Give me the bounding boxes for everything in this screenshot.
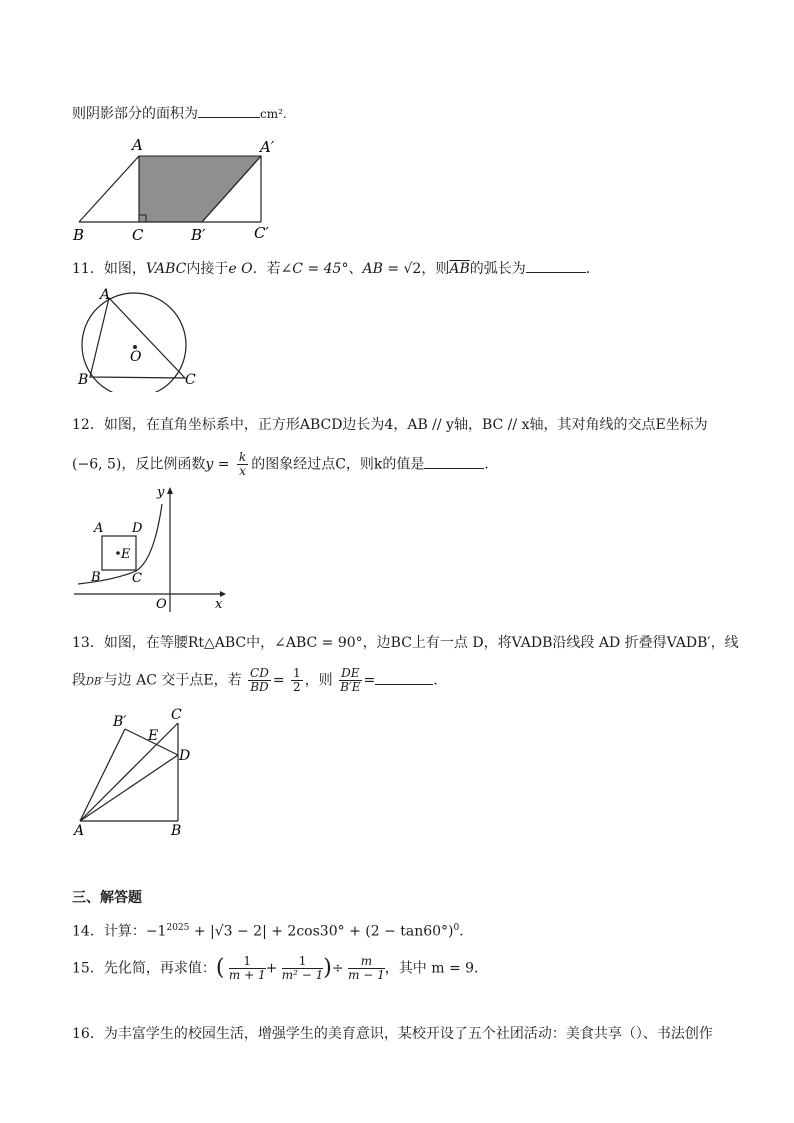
denominator: x xyxy=(239,464,246,478)
question-number: 16． xyxy=(72,1026,104,1042)
left-paren: ( xyxy=(215,955,225,981)
operator: + xyxy=(265,960,278,977)
question-number: 11． xyxy=(72,261,104,277)
q14-text: ． xyxy=(459,923,474,940)
numerator: m xyxy=(348,955,385,969)
answer-blank xyxy=(526,258,586,273)
q13-triangle-figure xyxy=(70,704,200,840)
label-C: C xyxy=(185,372,196,388)
denominator: 2 xyxy=(293,680,301,694)
numerator: DE xyxy=(341,666,360,680)
numerator: CD xyxy=(250,666,269,680)
q12-text: 的图象经过点C，则k的值是 xyxy=(251,456,425,473)
q12-text: 如图，在直角坐标系中，正方形ABCD边长为4，AB // y轴，BC // x轴，其对角线的交点E坐标为 xyxy=(103,417,708,433)
denominator: B′E xyxy=(340,680,361,694)
q13-text: ，则 xyxy=(304,672,333,689)
q13-text: ． xyxy=(433,672,448,689)
label-C-prime: C′ xyxy=(254,224,269,242)
q15-text: ，其中 m = 9． xyxy=(384,960,489,977)
label-A: A xyxy=(132,136,143,154)
condition-angle: ∠C = 45° xyxy=(280,261,349,277)
question-number: 13． xyxy=(72,635,104,651)
q11-text: ，则 xyxy=(421,261,450,277)
q12-text-line-2 xyxy=(72,450,499,478)
question-number: 14． xyxy=(72,923,104,940)
answer-blank xyxy=(198,103,260,118)
exponent: 0 xyxy=(453,923,460,933)
q11-text: 、 xyxy=(348,261,363,277)
q12-text: ，反比例函数 xyxy=(121,456,206,473)
q16-text: 为丰富学生的校园生活，增强学生的美育意识，某校开设了五个社团活动：美食共享（）、书法创作 xyxy=(103,1026,713,1042)
q13-text: 段 xyxy=(72,672,86,689)
q11-text: 如图， xyxy=(103,261,146,277)
question-number: 12． xyxy=(72,417,104,433)
segment-AB-prime xyxy=(80,729,125,821)
answer-blank xyxy=(375,670,433,685)
function-lhs: y = xyxy=(205,456,230,473)
q14-text-line xyxy=(72,918,473,942)
fraction-2 xyxy=(282,955,324,982)
expression-part: −1 xyxy=(145,923,167,940)
q11-text-line xyxy=(72,258,600,279)
question-number: 15． xyxy=(72,960,104,977)
q14-text: 计算： xyxy=(103,923,146,940)
shaded-region xyxy=(139,156,261,222)
segment-AC xyxy=(80,723,178,821)
label-y: y xyxy=(157,485,165,500)
fraction-3 xyxy=(348,955,385,982)
label-A: A xyxy=(74,823,85,839)
label-B: B xyxy=(73,226,85,244)
q10-answer-line xyxy=(72,103,287,124)
label-O: O xyxy=(156,597,167,612)
segment-AD xyxy=(80,755,178,821)
operator: ÷ xyxy=(331,960,344,977)
equals-sign: = xyxy=(272,672,285,689)
q16-text-line xyxy=(72,1024,713,1044)
point-coordinates: (−6, 5) xyxy=(72,456,122,473)
triangle-ABC xyxy=(90,298,185,378)
q13-text-line-2 xyxy=(72,667,447,695)
q15-text: 先化简，再求值： xyxy=(103,960,216,977)
condition-length: AB = xyxy=(362,261,404,277)
expression-part: + |√3 − 2| + 2cos30° + (2 − tan60°) xyxy=(189,923,454,940)
point-E xyxy=(116,551,120,555)
label-B-prime: B′ xyxy=(113,714,127,730)
numerator: 1 xyxy=(282,955,324,969)
label-C: C xyxy=(132,571,142,586)
circle-symbol: e O xyxy=(228,261,253,277)
right-paren: ) xyxy=(323,955,332,981)
q10-text: 则阴影部分的面积为 xyxy=(72,106,198,122)
unit-label: cm². xyxy=(260,107,287,121)
q11-text: 的弧长为 xyxy=(469,261,526,277)
q15-text-line xyxy=(72,955,488,985)
fraction-de-be xyxy=(339,667,361,694)
fraction-one-half xyxy=(291,667,303,694)
numerator: 1 xyxy=(293,666,301,680)
label-A-prime: A′ xyxy=(260,138,275,156)
q10-parallelogram-figure xyxy=(70,136,290,244)
label-B: B xyxy=(171,823,182,839)
denominator: m − 1 xyxy=(348,968,385,982)
label-B-prime: B′ xyxy=(191,226,206,244)
label-B: B xyxy=(91,570,101,585)
equals-sign: = xyxy=(363,672,376,689)
label-D: D xyxy=(132,521,143,536)
triangle-symbol: VABC xyxy=(145,261,187,277)
numerator: 1 xyxy=(229,955,266,969)
label-D: D xyxy=(179,748,191,764)
denominator: m + 1 xyxy=(228,968,266,982)
q11-text: ．若 xyxy=(252,261,281,277)
q11-circle-figure xyxy=(74,284,204,392)
label-B: B xyxy=(78,372,89,388)
answer-blank xyxy=(424,454,484,469)
q11-text: 内接于 xyxy=(186,261,229,277)
denominator: BD xyxy=(250,680,269,694)
label-E: E xyxy=(148,728,159,744)
label-C: C xyxy=(171,707,182,723)
arc-symbol: $\overline{AB}$ xyxy=(449,261,470,277)
denominator: m² − 1 xyxy=(281,968,324,982)
fraction-k-over-x xyxy=(237,451,248,478)
label-A: A xyxy=(94,521,104,536)
q13-text: 如图，在等腰Rt△ABC中，∠ABC = 90°，边BC上有一点 D，将VADB沿线段 AD 折叠得VADB′，线 xyxy=(103,635,739,651)
numerator: k xyxy=(238,450,247,464)
label-A: A xyxy=(100,287,111,303)
label-O: O xyxy=(130,349,142,365)
segment-label: DB′ xyxy=(86,676,104,688)
section-title: 三、解答题 xyxy=(72,890,142,906)
q12-coordinate-figure xyxy=(70,484,230,614)
label-x: x xyxy=(215,597,223,612)
q13-text-line-1 xyxy=(72,633,739,653)
label-E: E xyxy=(121,547,131,562)
fraction-1 xyxy=(229,955,266,982)
sqrt-value: √2 xyxy=(403,261,422,277)
q13-text: 与边 AC 交于点E，若 xyxy=(103,672,242,689)
q12-text-line-1 xyxy=(72,415,708,435)
q11-text: ． xyxy=(585,261,600,277)
q12-text: ． xyxy=(484,456,499,473)
exponent: 2025 xyxy=(166,923,190,933)
fraction-cd-bd xyxy=(248,667,271,694)
label-C: C xyxy=(132,226,144,244)
